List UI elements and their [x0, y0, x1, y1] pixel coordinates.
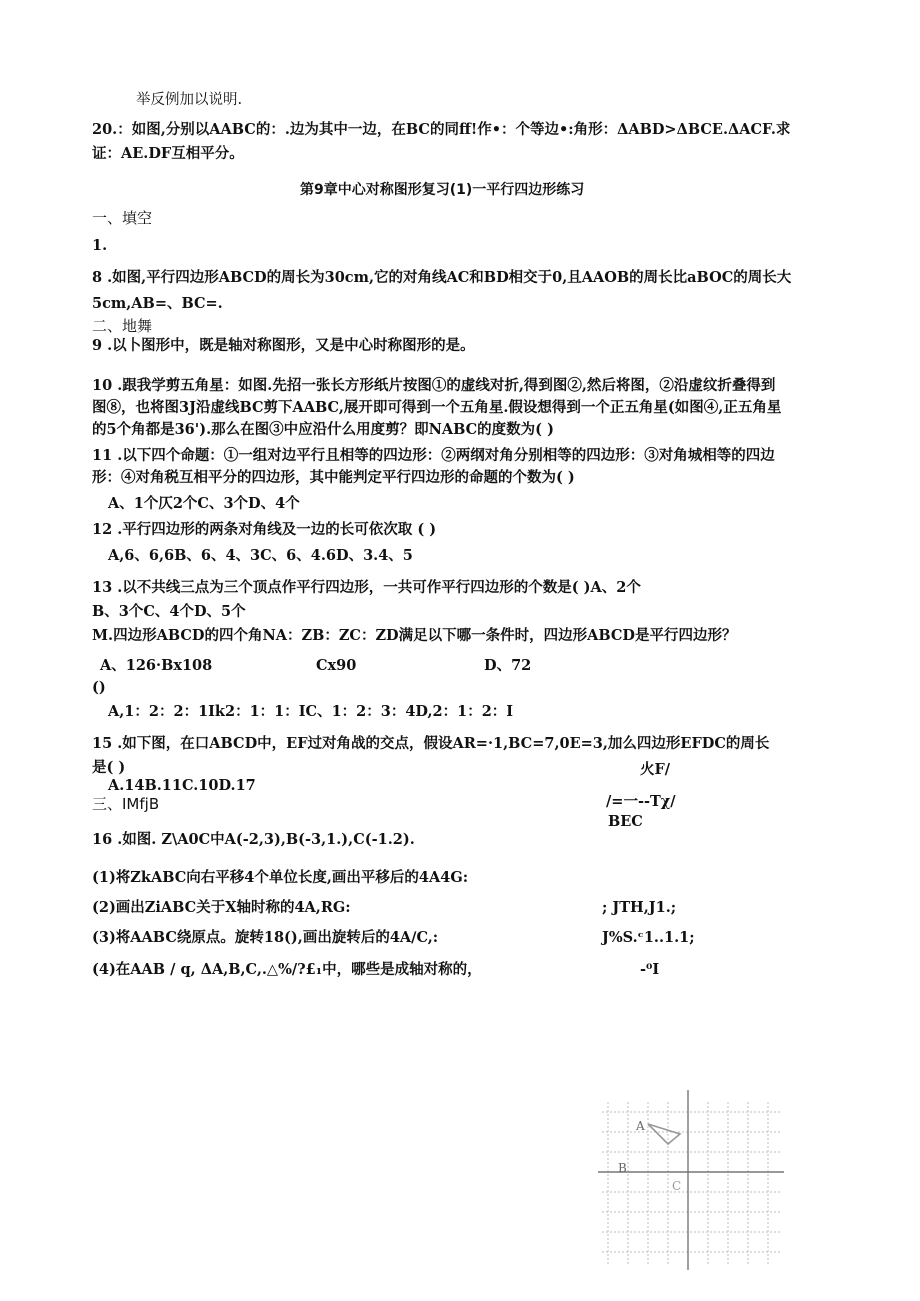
question-16-part3: (3)将AABC绕原点。旋转18(),画出旋转后的4A∕C,: — [92, 929, 439, 946]
question-10-line2: 图⑧，也将图3J沿虚线BC剪下AABC,展开即可得到一个五角星.假设想得到一个正五角星(如图④,正五角星 — [92, 399, 782, 416]
question-15-line1: 15 .如下图，在口ABCD中，EF过对角战的交点，假设AR=·1,BC=7,0E=3,加么四边形EFDC的周长 — [92, 735, 770, 752]
question-16-part3-note: J%S.ᶜ1..1.1; — [602, 929, 695, 946]
figure-15-label-bottom: BEC — [608, 813, 643, 830]
question-8-line1: 8 .如图,平行四边形ABCD的周长为30cm,它的对角线AC和BD相交于0,且AAOB的周长比aBOC的周长大 — [92, 269, 792, 286]
question-14-option-d: D、72 — [484, 657, 532, 674]
question-20-line2: 证：AE.DF互相平分。 — [92, 145, 244, 162]
question-16-part2-note: ; JTH,J1.; — [602, 899, 677, 916]
section-choice: 二、地舞 — [92, 317, 153, 335]
section-answer: 三、IMfjB — [92, 795, 160, 813]
label-a: A — [636, 1119, 645, 1133]
question-11-line2: 形：④对角税互相平分的四边形，其中能判定平行四边形的命题的个数为( ) — [92, 469, 575, 486]
question-14: M.四边形ABCD的四个角NA：ZB：ZC：ZD满足以下哪一条件时，四边形ABCD是平行四边形？ — [92, 627, 737, 644]
question-16-part4: (4)在AAB / q, ΔA,B,C,.△%/?£₁中，哪些是成轴对称的， — [92, 961, 482, 978]
triangle-abc — [648, 1124, 680, 1144]
question-15-options: A.14B.11C.10D.17 — [108, 777, 256, 794]
question-14-paren: () — [92, 679, 106, 696]
page-title: 第9章中心对称图形复习(1)一平行四边形练习 — [300, 182, 585, 198]
question-14-option-a: A、126·Bx108 — [100, 657, 213, 674]
question-14-options: A,1：2：2：1Ik2：1：1：IC、1：2：3：4D,2：1：2：I — [108, 703, 514, 720]
question-1: 1. — [92, 237, 108, 254]
question-14-option-c: Cx90 — [316, 657, 357, 674]
section-fill-blank: 一、填空 — [92, 209, 153, 227]
question-10-line3: 的5个角都是36').那么在图③中应沿什么用度剪？即NABC的度数为( ) — [92, 421, 554, 438]
coordinate-grid-figure — [598, 1090, 784, 1270]
label-b: B — [618, 1161, 627, 1175]
question-13: 13 .以不共线三点为三个顶点作平行四边形，一共可作平行四边形的个数是( )A、2个 — [92, 579, 641, 596]
figure-15-label-mid: /=一--Tχ/ — [606, 793, 676, 810]
question-8-line2: 5cm,AB=、BC=. — [92, 295, 223, 312]
question-16-part1: (1)将ZkABC向右平移4个单位长度,画出平移后的4A4G: — [92, 869, 469, 886]
question-16-part4-note: -⁰I — [640, 961, 660, 978]
question-10-line1: 10 .跟我学剪五角星：如图.先招一张长方形纸片按图①的虚线对折,得到图②,然后将图，②沿虚纹折叠得到 — [92, 377, 776, 394]
question-16: 16 .如图. Z\A0C中A(-2,3),B(-3,1.),C(-1.2). — [92, 831, 415, 848]
label-c: C — [672, 1179, 682, 1193]
question-15-line2: 是( ) — [92, 759, 126, 776]
question-16-part2: (2)画出ZiABC关于X轴时称的4A,RG: — [92, 899, 351, 916]
question-11-line1: 11 .以下四个命题：①一组对边平行且相等的四边形：②两纲对角分别相等的四边形：③对角城相等的四边 — [92, 447, 775, 464]
question-12-options: A,6、6,6B、6、4、3C、6、4.6D、3.4、5 — [108, 547, 413, 564]
question-9: 9 .以卜图形中，既是轴对称图形，又是中心时称图形的是。 — [92, 337, 475, 354]
question-11-options: A、1个仄2个C、3个D、4个 — [108, 495, 300, 512]
question-20-line1: 20.：如图,分别以AABC的：.边为其中一边，在BC的同ff!作•：个等边•:角形：ΔABD>ΔBCE.ΔACF.求 — [92, 121, 791, 138]
text-line: 举反例加以说明. — [136, 92, 243, 108]
question-12: 12 .平行四边形的两条对角线及一边的长可依次取 ( ) — [92, 521, 437, 538]
figure-15-label-top: 火F/ — [640, 761, 671, 778]
question-13-options: B、3个C、4个D、5个 — [92, 603, 246, 620]
